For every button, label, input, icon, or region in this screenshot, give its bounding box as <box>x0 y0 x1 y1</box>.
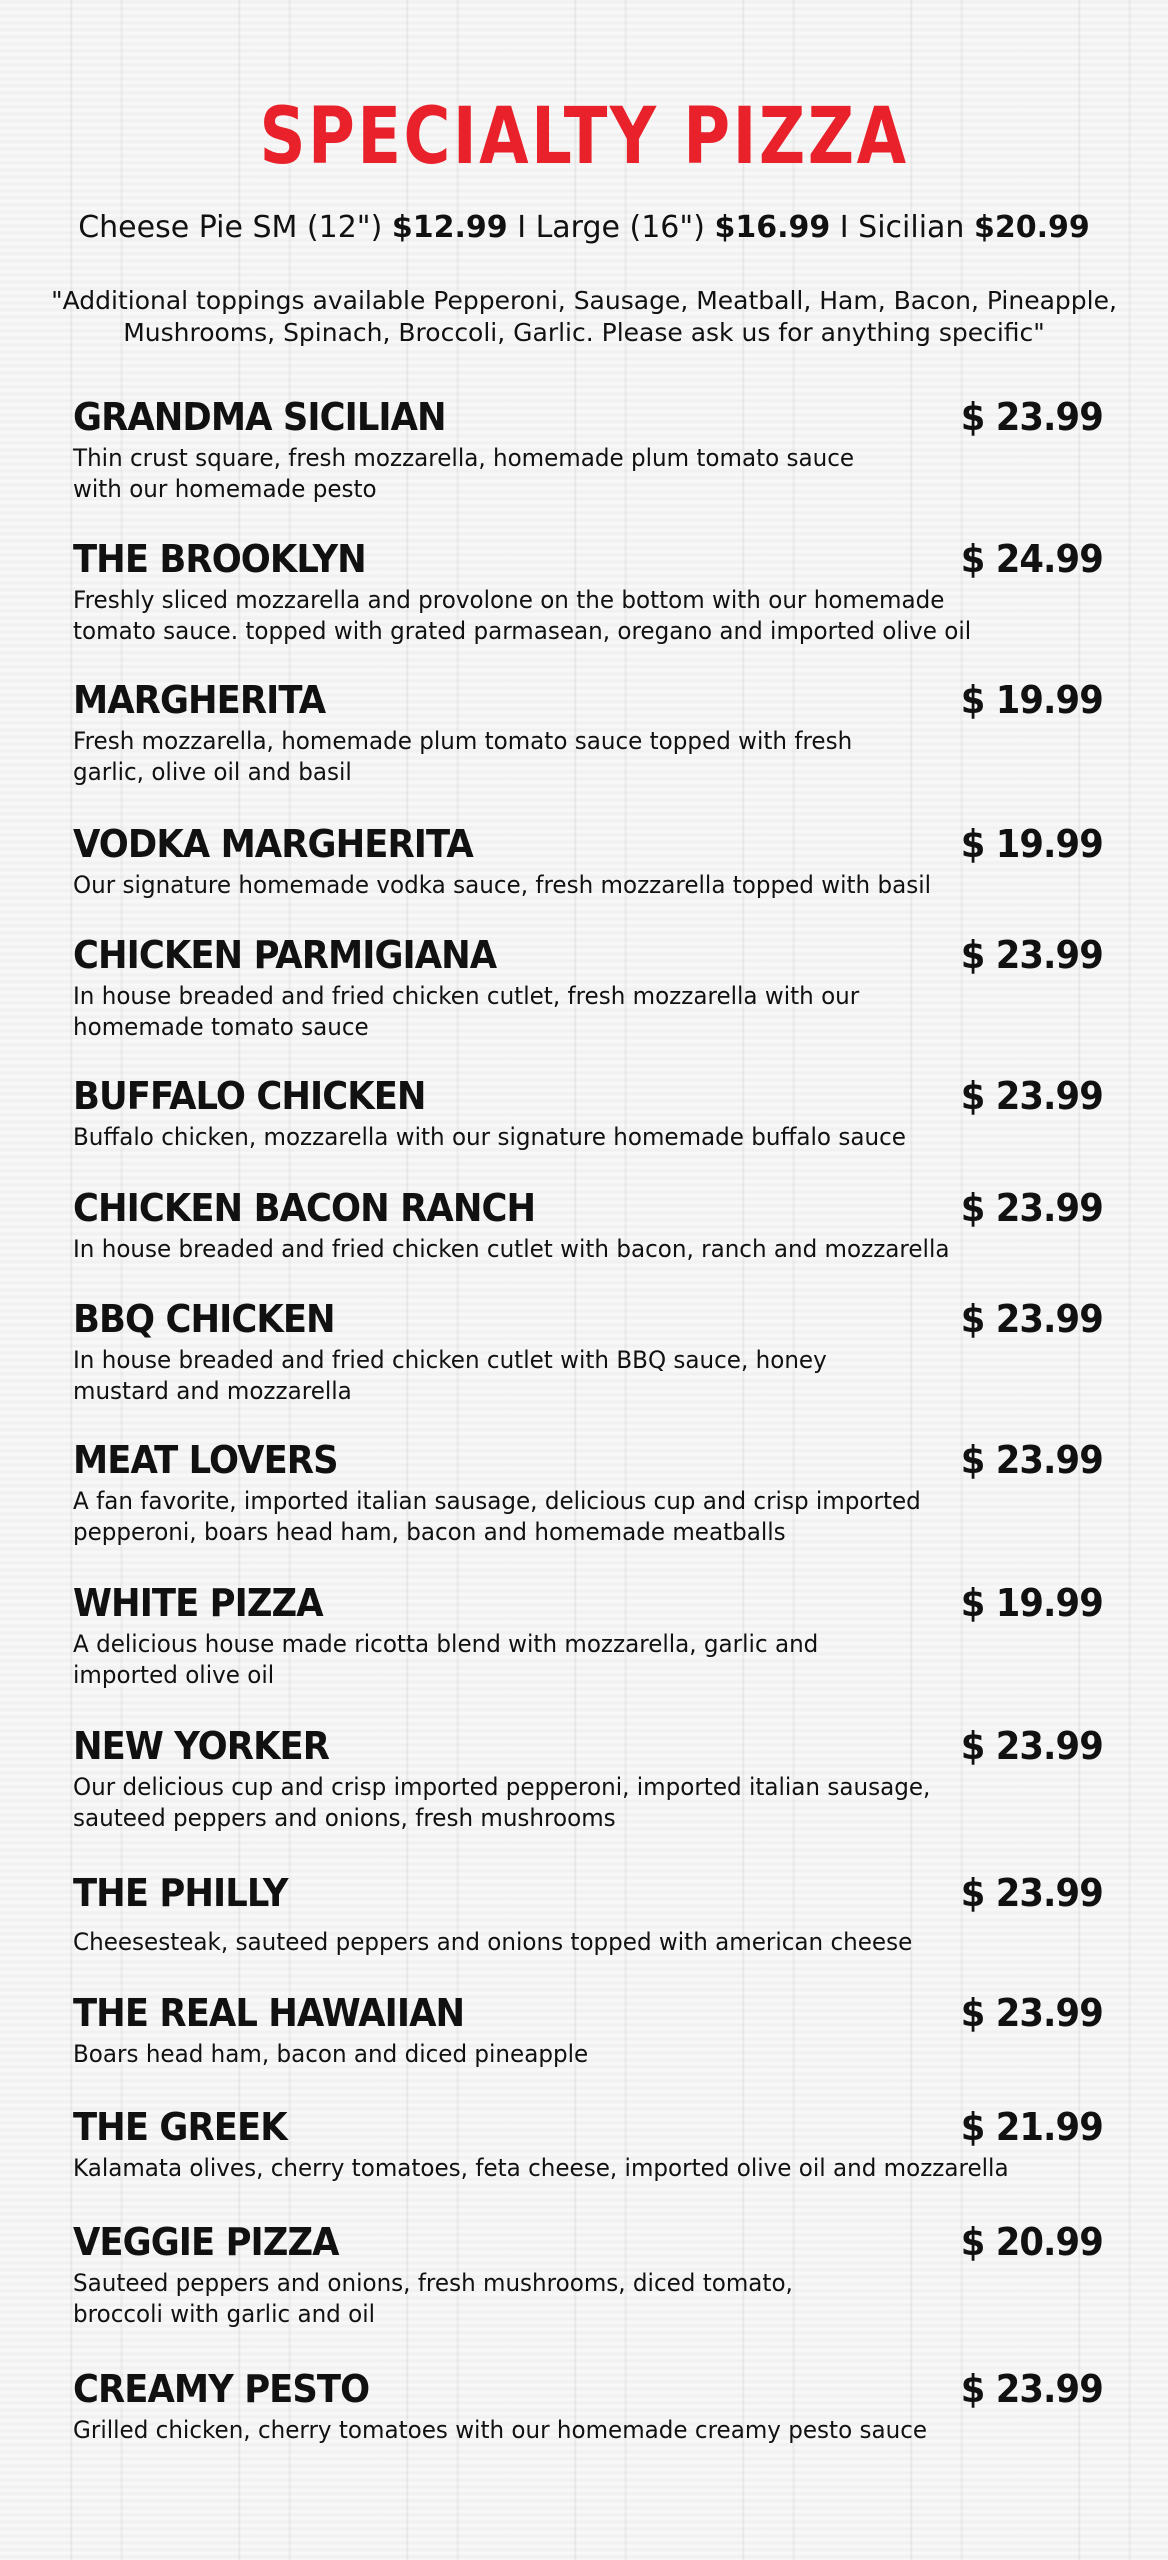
menu-item-description <box>73 1629 1071 1691</box>
menu-item-price: $ 23.99 <box>960 1074 1103 1118</box>
menu-item-description-line: Cheesesteak, sauteed peppers and onions topped with american cheese <box>73 1928 913 1956</box>
cheese-pie-sm-label: Cheese Pie SM (12") <box>78 210 383 245</box>
menu-item-description-line: In house breaded and fried chicken cutlet, fresh mozzarella with our <box>73 982 860 1010</box>
menu-item-description-line: with our homemade pesto <box>73 475 377 503</box>
menu-item-description <box>73 981 1071 1043</box>
menu-item-description-line: mustard and mozzarella <box>73 1377 352 1405</box>
menu-item-description-line: sauteed peppers and onions, fresh mushrooms <box>73 1804 616 1832</box>
menu-item-name: VODKA MARGHERITA <box>73 822 473 866</box>
menu-item-description-line: Boars head ham, bacon and diced pineapple <box>73 2040 589 2068</box>
menu-item-description <box>73 1772 1071 1834</box>
menu-item-name: MARGHERITA <box>73 678 326 722</box>
sicilian-label: I Sicilian <box>839 210 965 245</box>
menu-item-description-line: Our delicious cup and crisp imported pepperoni, imported italian sausage, <box>73 1773 931 1801</box>
menu-item-description <box>73 585 1071 647</box>
menu-item-description <box>73 2415 1071 2446</box>
menu-item-description <box>73 726 1071 788</box>
menu-item-name: CHICKEN PARMIGIANA <box>73 933 497 977</box>
menu-item-description-line: In house breaded and fried chicken cutlet with bacon, ranch and mozzarella <box>73 1235 950 1263</box>
menu-item-name: CHICKEN BACON RANCH <box>73 1186 536 1230</box>
toppings-note <box>30 285 1138 349</box>
menu-item-name: CREAMY PESTO <box>73 2367 370 2411</box>
menu-item-description-line: tomato sauce. topped with grated parmasean, oregano and imported olive oil <box>73 617 972 645</box>
menu-item-description-line: Our signature homemade vodka sauce, fresh mozzarella topped with basil <box>73 871 932 899</box>
menu-item-description <box>73 1345 1071 1407</box>
menu-item-description <box>73 870 1071 901</box>
menu-item-price: $ 23.99 <box>960 2367 1103 2411</box>
menu-item-description <box>73 1927 1071 1958</box>
menu-item-name: VEGGIE PIZZA <box>73 2220 339 2264</box>
menu-item-description-line: pepperoni, boars head ham, bacon and homemade meatballs <box>73 1518 786 1546</box>
page-title: SPECIALTY PIZZA <box>259 92 909 182</box>
menu-item-description <box>73 443 1071 505</box>
large-label: I Large (16") <box>517 210 705 245</box>
menu-item-price: $ 20.99 <box>960 2220 1103 2264</box>
menu-item-price: $ 23.99 <box>960 1724 1103 1768</box>
menu-item-price: $ 23.99 <box>960 933 1103 977</box>
menu-item-name: BUFFALO CHICKEN <box>73 1074 426 1118</box>
menu-item-name: MEAT LOVERS <box>73 1438 338 1482</box>
base-pie-prices <box>0 210 1168 246</box>
menu-item-description <box>73 1486 1071 1548</box>
menu-item-description-line: Thin crust square, fresh mozzarella, homemade plum tomato sauce <box>73 444 855 472</box>
menu-item-price: $ 23.99 <box>960 1186 1103 1230</box>
menu-item-description <box>73 2039 1071 2070</box>
menu-item-price: $ 23.99 <box>960 1438 1103 1482</box>
menu-item-description <box>73 1122 1071 1153</box>
menu-item-price: $ 23.99 <box>960 1991 1103 2035</box>
menu-item-description-line: homemade tomato sauce <box>73 1013 369 1041</box>
menu-item-price: $ 23.99 <box>960 1297 1103 1341</box>
menu-item-description <box>73 2268 1071 2330</box>
menu-item-description-line: Kalamata olives, cherry tomatoes, feta cheese, imported olive oil and mozzarella <box>73 2154 1009 2182</box>
menu-item-description-line: Sauteed peppers and onions, fresh mushrooms, diced tomato, <box>73 2269 793 2297</box>
toppings-note-line-1: "Additional toppings available Pepperoni, Sausage, Meatball, Ham, Bacon, Pineapple, <box>51 286 1117 315</box>
menu-item-description-line: A delicious house made ricotta blend with mozzarella, garlic and <box>73 1630 819 1658</box>
menu-item-price: $ 23.99 <box>960 1871 1103 1915</box>
menu-item-price: $ 24.99 <box>960 537 1103 581</box>
menu-item-price: $ 19.99 <box>960 822 1103 866</box>
menu-item-name: NEW YORKER <box>73 1724 330 1768</box>
large-price: $16.99 <box>714 210 831 245</box>
menu-item-description-line: garlic, olive oil and basil <box>73 758 352 786</box>
menu-item-description-line: Grilled chicken, cherry tomatoes with our homemade creamy pesto sauce <box>73 2416 928 2444</box>
sicilian-price: $20.99 <box>974 210 1090 245</box>
menu-item-price: $ 23.99 <box>960 395 1103 439</box>
menu-item-description-line: Buffalo chicken, mozzarella with our signature homemade buffalo sauce <box>73 1123 906 1151</box>
menu-item-name: THE PHILLY <box>73 1871 288 1915</box>
menu-item-name: BBQ CHICKEN <box>73 1297 335 1341</box>
menu-item-description-line: A fan favorite, imported italian sausage, delicious cup and crisp imported <box>73 1487 921 1515</box>
menu-item-name: GRANDMA SICILIAN <box>73 395 446 439</box>
menu-item-name: THE GREEK <box>73 2105 287 2149</box>
menu-item-description-line: broccoli with garlic and oil <box>73 2300 376 2328</box>
menu-item-name: THE BROOKLYN <box>73 537 366 581</box>
menu-item-description-line: Freshly sliced mozzarella and provolone on the bottom with our homemade <box>73 586 945 614</box>
cheese-pie-sm-price: $12.99 <box>391 210 508 245</box>
menu-item-name: WHITE PIZZA <box>73 1581 323 1625</box>
menu-item-description-line: Fresh mozzarella, homemade plum tomato sauce topped with fresh <box>73 727 853 755</box>
menu-item-description-line: imported olive oil <box>73 1661 275 1689</box>
menu-item-name: THE REAL HAWAIIAN <box>73 1991 465 2035</box>
menu-item-price: $ 21.99 <box>960 2105 1103 2149</box>
toppings-note-line-2: Mushrooms, Spinach, Broccoli, Garlic. Please ask us for anything specific" <box>123 318 1045 347</box>
menu-item-price: $ 19.99 <box>960 1581 1103 1625</box>
menu-item-price: $ 19.99 <box>960 678 1103 722</box>
menu-item-description <box>73 1234 1071 1265</box>
menu-item-description <box>73 2153 1071 2184</box>
menu-item-description-line: In house breaded and fried chicken cutlet with BBQ sauce, honey <box>73 1346 827 1374</box>
